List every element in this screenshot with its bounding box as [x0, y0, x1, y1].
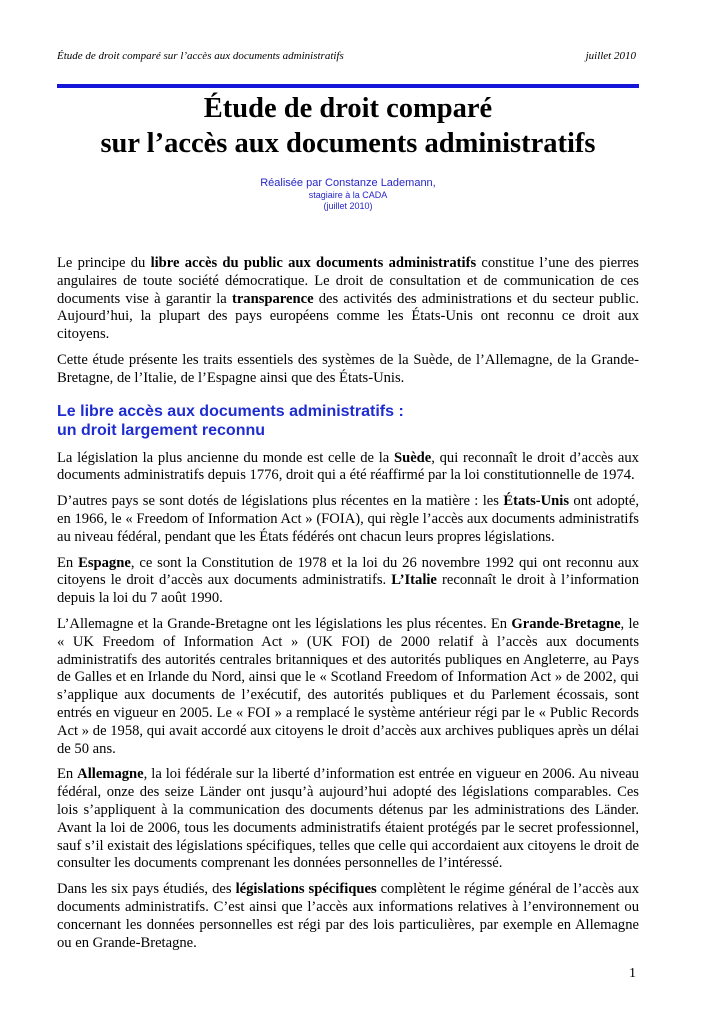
document-title-line-1: Étude de droit comparé: [203, 93, 493, 124]
paragraph-specific-legislation: [57, 881, 639, 952]
byline-date: (juillet 2010): [323, 201, 373, 211]
text-run: , le « UK Freedom of Information Act » (UK FOI) de 2000 relatif à l’accès aux documents administratifs des autorités centrales britanniques et des autorités publiques en Angleterre, au Pays de Galles et en Irlande du Nord, ainsi que le « Scotland Freedom of Information Act » de 2002, qui s’applique aux documents de l’exécutif, des autorités publiques et du Parlement écossais, sont entrés en vigueur en 2005. Le « FOI » a remplacé le système antérieur régi par le « Public Records Act » de 1958, qui avait accordé aux citoyens le droit d’accès aux archives publiques après un délai de 50 ans.: [57, 615, 639, 757]
text-run: D’autres pays se sont dotés de législations plus récentes en la matière : les: [57, 493, 504, 510]
running-header-title: Étude de droit comparé sur l’accès aux documents administratifs: [57, 50, 344, 62]
running-header-date: juillet 2010: [585, 50, 636, 62]
emphasis: Suède: [393, 449, 432, 466]
text-run: complètent le régime général de l’accès aux documents administratifs. C’est ainsi que l’accès aux informations relatives à l’environnement ou concernant les données personnelles est régi par des lois particulières, par exemple en Allemagne ou en Grande-Bretagne.: [57, 881, 639, 951]
header-rule: [57, 84, 639, 88]
page-number: 1: [629, 966, 636, 981]
byline-role: stagiaire à la CADA: [308, 190, 388, 200]
text-run: Dans les six pays étudiés, des: [57, 881, 236, 898]
paragraph-germany: [57, 766, 639, 873]
section-heading: [57, 402, 639, 440]
paragraph-united-states: [57, 493, 639, 546]
intro-paragraph-2: Cette étude présente les traits essentiels des systèmes de la Suède, de l’Allemagne, de la Grande-Bretagne, de l’Italie, de l’Espagne ainsi que des États-Unis.: [57, 351, 639, 386]
text-run: constitue l’une des pierres angulaires de toute société démocratique. Le droit de consultation et de communication de ces documents vise à garantir la: [57, 255, 639, 307]
text-run: L’Allemagne et la Grande-Bretagne ont les législations les plus récentes. En: [57, 615, 512, 632]
section-heading-line-1: Le libre accès aux documents administratifs :: [57, 402, 404, 420]
emphasis: libre accès du public aux documents administratifs: [150, 255, 477, 271]
text-run: , la loi fédérale sur la liberté d’information est entrée en vigueur en 2006. Au niveau fédéral, onze des seize Länder ont jusqu’à aujourd’hui adopté des législations comparables. Ces lois s’appliquent à la communication des documents détenus par les administrations des Länder. Avant la loi de 2006, tous les documents administratifs étaient protégés par le secret professionnel, sauf s’il existait des législations spécifiques, telles que celle qui accordaient aux citoyens le droit de consulter les documents comprenant les données personnelles de l’intéressé.: [57, 766, 639, 872]
text-run: Le principe du: [57, 255, 151, 271]
emphasis: États-Unis: [503, 493, 570, 510]
document-title-line-2: sur l’accès aux documents administratifs: [100, 128, 596, 159]
paragraph-spain-italy: [57, 555, 639, 608]
text-run: , qui reconnaît le droit d’accès aux documents administratifs depuis 1776, droit qui a été réaffirmé par la loi constitutionnelle de 1974.: [57, 449, 639, 484]
emphasis: transparence: [231, 290, 314, 307]
emphasis: Grande-Bretagne: [511, 615, 621, 632]
text-run: La législation la plus ancienne du monde est celle de la: [57, 449, 394, 466]
byline-author: Réalisée par Constanze Lademann,: [260, 177, 436, 189]
emphasis: Espagne: [78, 554, 131, 571]
section-heading-line-2: un droit largement reconnu: [57, 421, 266, 439]
paragraph-sweden: [57, 450, 639, 486]
document-body: [57, 255, 639, 960]
document-title: [57, 91, 639, 161]
emphasis: Allemagne: [77, 766, 144, 783]
emphasis: législations spécifiques: [235, 881, 377, 898]
text-run: En: [57, 766, 78, 783]
paragraph-great-britain: [57, 616, 639, 758]
text-run: , ce sont la Constitution de 1978 et la loi du 26 novembre 1992 qui ont reconnu aux citoyens le droit d’accès aux documents administratifs.: [57, 554, 639, 589]
text-run: ont adopté, en 1966, le « Freedom of Information Act » (FOIA), qui règle l’accès aux documents administratifs au niveau fédéral, pendant que les États fédérés ont chacun leurs propres législations.: [57, 493, 639, 545]
text-run: des activités des administrations et du secteur public. Aujourd’hui, la plupart des pays européens comme les États-Unis ont reconnu ce droit aux citoyens.: [57, 290, 640, 343]
byline: [57, 177, 639, 212]
intro-paragraph-1: [57, 255, 639, 344]
emphasis: L’Italie: [391, 572, 437, 589]
text-run: En: [57, 554, 79, 571]
text-run: reconnaît le droit à l’information depuis la loi du 7 août 1990.: [57, 572, 639, 607]
